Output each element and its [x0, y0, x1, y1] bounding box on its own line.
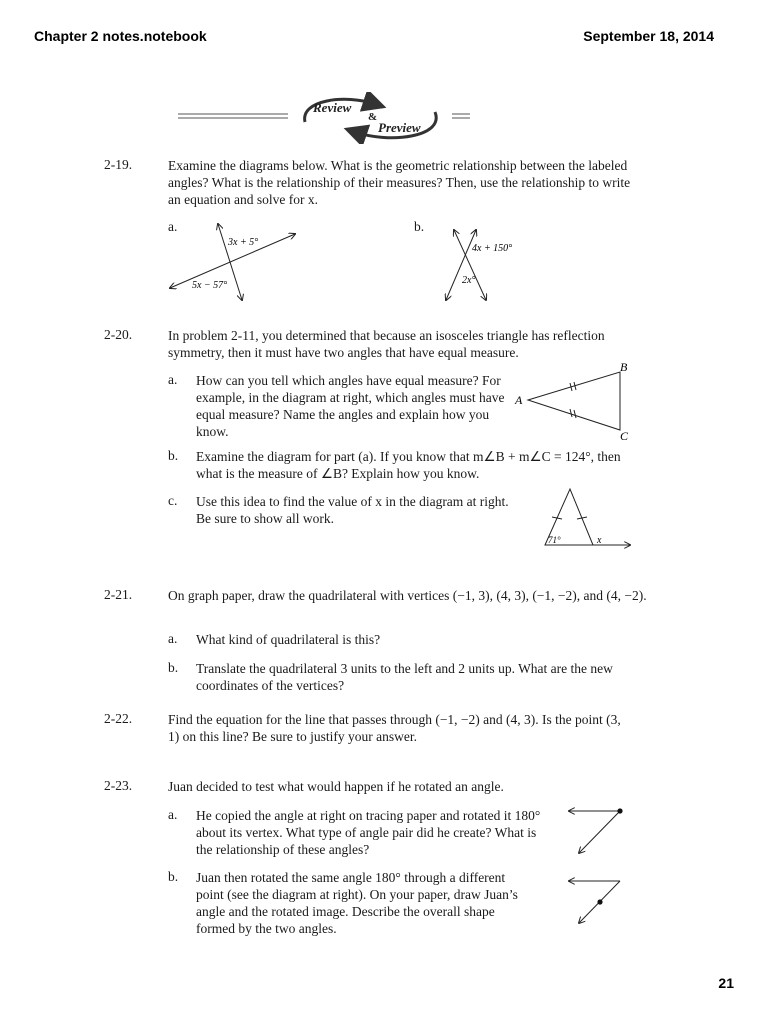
notebook-title: Chapter 2 notes.notebook [34, 28, 207, 44]
problem-2-22-text: Find the equation for the line that passes through (−1, −2) and (4, 3). Is the point (3, 1) on this line? Be sure to justify your answer. [168, 712, 621, 744]
review-preview-banner [170, 92, 470, 144]
banner-rule-left [178, 114, 288, 118]
problem-2-23-text: Juan decided to test what would happen if he rotated an angle. [168, 779, 504, 794]
problem-2-20-a-label: a. [168, 372, 178, 387]
line-19b-2 [454, 230, 486, 300]
problem-2-19-b-label: b. [414, 219, 425, 234]
angle-diagram-2-23a [565, 805, 635, 860]
problem-2-20-a-text: How can you tell which angles have equal measure? For example, in the diagram at right, which angles must have equal measure? Name the angles and explain how you know. [196, 373, 505, 439]
problem-2-20-text: In problem 2-11, you determined that because an isosceles triangle has reflection symmetry, then it must have two angles that have equal measure. [168, 328, 605, 360]
angle-label-19a-1: 3x + 5° [228, 237, 259, 248]
rotation-point [597, 899, 602, 904]
problem-2-20-b-text: Examine the diagram for part (a). If you know that m∠B + m∠C = 124°, then what is the measure of ∠B? Explain how you know. [196, 449, 621, 481]
problem-2-19-number: 2-19. [104, 157, 133, 172]
triangle-x-diagram [535, 485, 635, 555]
tick-mark-ac [570, 409, 576, 418]
vertex-a-label: A [515, 393, 523, 407]
problem-2-23-b-text: Juan then rotated the same angle 180° through a different point (see the diagram at right). On your paper, draw Juan’s angle and the rotated image. Describe the overall shape formed by the two angles. [196, 870, 518, 936]
problem-2-23-b-label: b. [168, 869, 179, 884]
angle-label-19a-2: 5x − 57° [192, 280, 228, 291]
banner-review-word: Review [313, 100, 352, 115]
vertex-b-label: B [620, 360, 628, 374]
problem-2-21-a-label: a. [168, 631, 178, 646]
problem-2-19-a-label: a. [168, 219, 178, 234]
problem-2-21-a-text: What kind of quadrilateral is this? [196, 632, 381, 647]
problem-2-22-number: 2-22. [104, 711, 133, 726]
line-19b-1 [446, 230, 476, 300]
problem-2-20-number: 2-20. [104, 327, 133, 342]
angle-diagram-2-23b [565, 875, 635, 930]
problem-2-21-b-text: Translate the quadrilateral 3 units to the left and 2 units up. What are the new coordinates of the vertices? [196, 661, 613, 693]
banner-ampersand: & [368, 111, 378, 123]
isosceles-triangle-diagram [510, 360, 635, 445]
problem-2-19-text: Examine the diagrams below. What is the geometric relationship between the labeled angles? What is the relationship of their measures? Then, use the relationship to write an equation and solve for x. [168, 158, 631, 207]
angle-label-19b-1: 4x + 150° [472, 243, 513, 254]
ray-diagonal [579, 811, 620, 853]
problem-2-21-number: 2-21. [104, 587, 133, 602]
problem-2-21-b-label: b. [168, 660, 179, 675]
problem-2-23-a-text: He copied the angle at right on tracing paper and rotated it 180° about its vertex. What type of angle pair did he create? What is the relationship of these angles? [196, 808, 541, 857]
page-number: 21 [718, 975, 734, 991]
diagram-2-19b [440, 226, 560, 308]
banner-rule-right [452, 114, 470, 118]
angle-label-19b-2: 2x° [462, 275, 476, 286]
angle-71-label: 71° [548, 535, 561, 545]
vertex-point [617, 808, 622, 813]
problem-2-23-number: 2-23. [104, 778, 133, 793]
problem-2-20-b-label: b. [168, 448, 179, 463]
triangle-abc [528, 372, 620, 430]
problem-2-21-text: On graph paper, draw the quadrilateral with vertices (−1, 3), (4, 3), (−1, −2), and (4, −2). [168, 588, 647, 603]
vertex-c-label: C [620, 429, 629, 443]
problem-2-20-c-text: Use this idea to find the value of x in the diagram at right. Be sure to show all work. [196, 494, 509, 526]
diagram-2-19a [160, 218, 320, 308]
banner-preview-word: Preview [378, 120, 421, 135]
problem-2-20-c-label: c. [168, 493, 178, 508]
problem-2-23-a-label: a. [168, 807, 178, 822]
notebook-date: September 18, 2014 [583, 28, 714, 44]
angle-x-label: x [597, 535, 602, 546]
